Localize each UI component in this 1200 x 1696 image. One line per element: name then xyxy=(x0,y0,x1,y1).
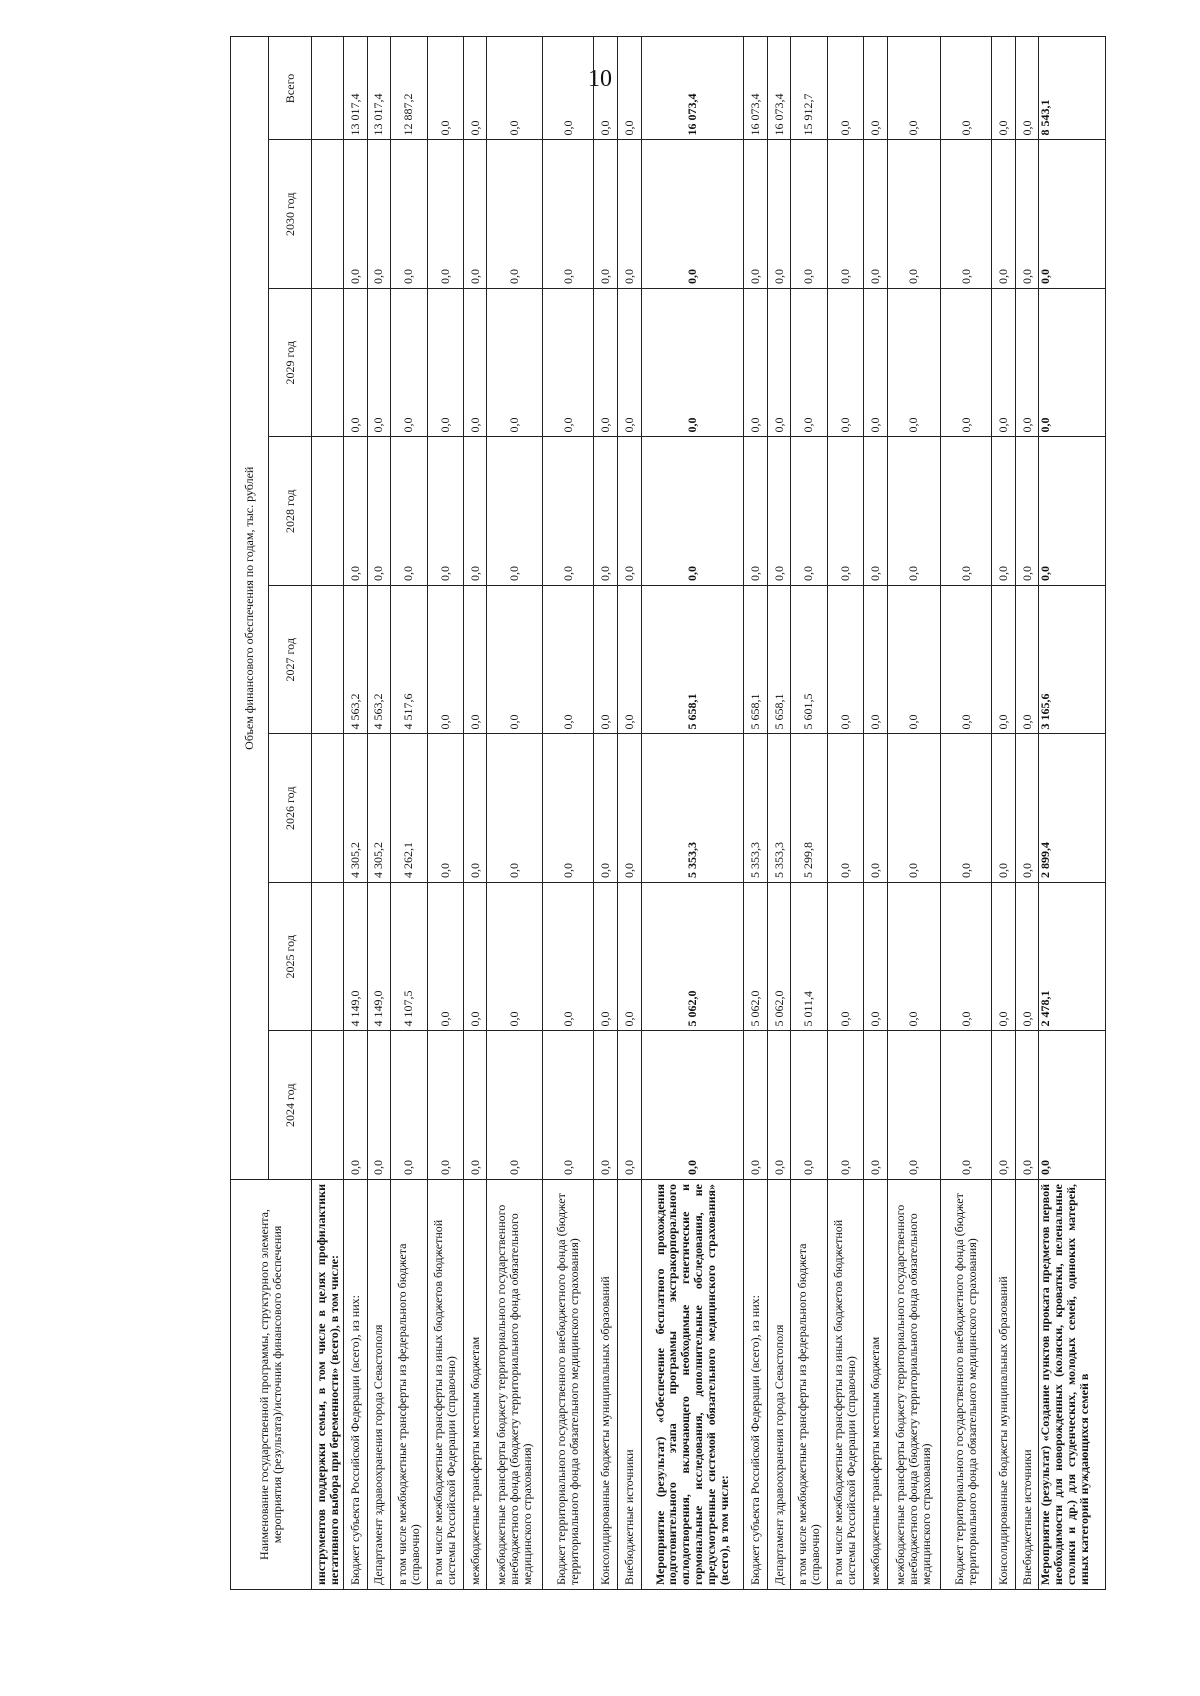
cell-2027: 0,0 xyxy=(1015,586,1039,735)
rotated-table-container xyxy=(230,73,1105,1590)
cell-2029: 0,0 xyxy=(641,289,744,438)
header-year-2027: 2027 год xyxy=(269,586,312,735)
row-name: межбюджетные трансферты местным бюджетам xyxy=(463,1180,487,1590)
cell-2028: 0,0 xyxy=(887,437,941,586)
cell-2026: 0,0 xyxy=(864,734,888,883)
row-name: Внебюджетные источники xyxy=(617,1180,641,1590)
cell-2025: 0,0 xyxy=(617,883,641,1032)
row-name: в том числе межбюджетные трансферты из федерального бюджета (справочно) xyxy=(791,1180,827,1590)
cell-2024: 0,0 xyxy=(367,1031,391,1180)
cell-2029: 0,0 xyxy=(744,289,768,438)
cell-2024: 0,0 xyxy=(641,1031,744,1180)
cell-2026: 4 305,2 xyxy=(367,734,391,883)
cell-2028: 0,0 xyxy=(427,437,463,586)
cell-2024: 0,0 xyxy=(791,1031,827,1180)
cell-2025: 5 062,0 xyxy=(767,883,791,1032)
row-name: Мероприятие (результат) «Обеспечение бесплатного прохождения подготовительного этапа программы экстракорпорального оплодотворения, включающего необходимые генетические и гормональные исследования, дополнительные обследования, не предусмотренные системой обязательного медицинского страхования» (всего), в том числе: xyxy=(641,1180,744,1590)
table-row xyxy=(344,37,368,1590)
cell-2026: 0,0 xyxy=(487,734,543,883)
cell-2025: 4 107,5 xyxy=(391,883,427,1032)
cell-2027: 0,0 xyxy=(887,586,941,735)
cell-total: 0,0 xyxy=(992,37,1016,140)
table-row xyxy=(941,37,992,1590)
cell-2029: 0,0 xyxy=(367,289,391,438)
table-row xyxy=(487,37,543,1590)
cell-2028: 0,0 xyxy=(864,437,888,586)
cell-2030: 0,0 xyxy=(791,140,827,289)
cell-2028: 0,0 xyxy=(941,437,992,586)
cell-2025: 2 478,1 xyxy=(1039,883,1106,1032)
row-name: инструментов поддержки семьи, в том числе в целях профилактики негативного выбора при беременности» (всего), в том числе: xyxy=(312,1180,344,1590)
header-volume-caption: Объем финансового обеспечения по годам, тыс. рублей xyxy=(231,37,269,1180)
cell-total: 0,0 xyxy=(543,37,594,140)
cell-2027: 5 658,1 xyxy=(744,586,768,735)
row-name: межбюджетные трансферты местным бюджетам xyxy=(864,1180,888,1590)
cell-2025: 0,0 xyxy=(463,883,487,1032)
cell-2030: 0,0 xyxy=(992,140,1016,289)
cell-2024: 0,0 xyxy=(941,1031,992,1180)
cell-2030: 0,0 xyxy=(463,140,487,289)
header-total: Всего xyxy=(269,37,312,140)
cell-2027: 0,0 xyxy=(543,586,594,735)
cell-2028: 0,0 xyxy=(791,437,827,586)
row-name: в том числе межбюджетные трансферты из федерального бюджета (справочно) xyxy=(391,1180,427,1590)
cell-2027: 0,0 xyxy=(941,586,992,735)
row-name: Консолидированные бюджеты муниципальных образований xyxy=(594,1180,618,1590)
cell-total: 0,0 xyxy=(864,37,888,140)
cell-2024: 0,0 xyxy=(887,1031,941,1180)
cell-2024: 0,0 xyxy=(1015,1031,1039,1180)
cell-total: 0,0 xyxy=(427,37,463,140)
row-name: Консолидированные бюджеты муниципальных образований xyxy=(992,1180,1016,1590)
cell-2024: 0,0 xyxy=(992,1031,1016,1180)
table-row xyxy=(827,37,863,1590)
table-row xyxy=(367,37,391,1590)
cell-2026: 4 262,1 xyxy=(391,734,427,883)
cell-2026: 0,0 xyxy=(543,734,594,883)
cell-total: 8 543,1 xyxy=(1039,37,1106,140)
cell-2030: 0,0 xyxy=(427,140,463,289)
cell-2024: 0,0 xyxy=(543,1031,594,1180)
cell-2028: 0,0 xyxy=(827,437,863,586)
cell-total: 12 887,2 xyxy=(391,37,427,140)
cell-2024: 0,0 xyxy=(594,1031,618,1180)
cell-2030: 0,0 xyxy=(767,140,791,289)
cell-2027: 5 658,1 xyxy=(767,586,791,735)
cell-2027 xyxy=(312,586,344,735)
cell-2025: 0,0 xyxy=(427,883,463,1032)
table-row xyxy=(543,37,594,1590)
cell-2024: 0,0 xyxy=(617,1031,641,1180)
cell-2028: 0,0 xyxy=(992,437,1016,586)
table-row xyxy=(887,37,941,1590)
cell-2024: 0,0 xyxy=(864,1031,888,1180)
cell-total: 0,0 xyxy=(617,37,641,140)
cell-2025: 5 011,4 xyxy=(791,883,827,1032)
cell-2028: 0,0 xyxy=(617,437,641,586)
cell-2029: 0,0 xyxy=(617,289,641,438)
cell-total: 15 912,7 xyxy=(791,37,827,140)
table-row xyxy=(1039,37,1106,1590)
cell-2024: 0,0 xyxy=(487,1031,543,1180)
header-year-2024: 2024 год xyxy=(269,1031,312,1180)
cell-2025: 0,0 xyxy=(864,883,888,1032)
cell-total: 16 073,4 xyxy=(641,37,744,140)
table-row xyxy=(1015,37,1039,1590)
table-row xyxy=(391,37,427,1590)
cell-2025: 5 062,0 xyxy=(641,883,744,1032)
table-row xyxy=(864,37,888,1590)
cell-2028: 0,0 xyxy=(391,437,427,586)
cell-2027: 0,0 xyxy=(617,586,641,735)
cell-2026: 0,0 xyxy=(1015,734,1039,883)
cell-2025: 0,0 xyxy=(543,883,594,1032)
cell-2029: 0,0 xyxy=(543,289,594,438)
table-row xyxy=(744,37,768,1590)
cell-total: 0,0 xyxy=(487,37,543,140)
table-row xyxy=(617,37,641,1590)
cell-2025: 0,0 xyxy=(941,883,992,1032)
cell-2029: 0,0 xyxy=(463,289,487,438)
cell-2030: 0,0 xyxy=(344,140,368,289)
cell-2027: 0,0 xyxy=(463,586,487,735)
cell-2025: 0,0 xyxy=(1015,883,1039,1032)
cell-2024: 0,0 xyxy=(344,1031,368,1180)
cell-2027: 0,0 xyxy=(992,586,1016,735)
header-year-2029: 2029 год xyxy=(269,289,312,438)
cell-2025: 5 062,0 xyxy=(744,883,768,1032)
cell-2027: 5 601,5 xyxy=(791,586,827,735)
row-name: Бюджет субъекта Российской Федерации (всего), из них: xyxy=(344,1180,368,1590)
cell-2030: 0,0 xyxy=(1015,140,1039,289)
row-name: межбюджетные трансферты бюджету территориального государственного внебюджетного фонда (бюджету территориального фонда обязательного медицинского страхования) xyxy=(887,1180,941,1590)
cell-2024 xyxy=(312,1031,344,1180)
cell-2026: 0,0 xyxy=(992,734,1016,883)
cell-total: 0,0 xyxy=(463,37,487,140)
cell-2025: 4 149,0 xyxy=(344,883,368,1032)
cell-2027: 4 563,2 xyxy=(344,586,368,735)
cell-2025: 0,0 xyxy=(827,883,863,1032)
cell-total: 0,0 xyxy=(887,37,941,140)
cell-2026: 5 353,3 xyxy=(641,734,744,883)
cell-2029: 0,0 xyxy=(487,289,543,438)
cell-total xyxy=(312,37,344,140)
cell-2029 xyxy=(312,289,344,438)
cell-2026: 2 899,4 xyxy=(1039,734,1106,883)
cell-2029: 0,0 xyxy=(767,289,791,438)
cell-2028: 0,0 xyxy=(1039,437,1106,586)
cell-2026: 5 353,3 xyxy=(744,734,768,883)
cell-2027: 0,0 xyxy=(594,586,618,735)
table-row xyxy=(312,37,344,1590)
row-name: Департамент здравоохранения города Севастополя xyxy=(767,1180,791,1590)
cell-2030: 0,0 xyxy=(594,140,618,289)
cell-total: 0,0 xyxy=(594,37,618,140)
row-name: Внебюджетные источники xyxy=(1015,1180,1039,1590)
cell-2028: 0,0 xyxy=(487,437,543,586)
row-name: Бюджет субъекта Российской Федерации (всего), из них: xyxy=(744,1180,768,1590)
cell-2026: 5 353,3 xyxy=(767,734,791,883)
cell-2027: 5 658,1 xyxy=(641,586,744,735)
cell-2029: 0,0 xyxy=(1015,289,1039,438)
cell-2025 xyxy=(312,883,344,1032)
cell-2028: 0,0 xyxy=(367,437,391,586)
cell-2029: 0,0 xyxy=(427,289,463,438)
table-row xyxy=(641,37,744,1590)
cell-2030: 0,0 xyxy=(617,140,641,289)
cell-2028: 0,0 xyxy=(767,437,791,586)
cell-2026: 0,0 xyxy=(463,734,487,883)
cell-2024: 0,0 xyxy=(391,1031,427,1180)
cell-2030 xyxy=(312,140,344,289)
cell-2029: 0,0 xyxy=(594,289,618,438)
cell-total: 0,0 xyxy=(941,37,992,140)
cell-2026: 0,0 xyxy=(827,734,863,883)
cell-2028: 0,0 xyxy=(744,437,768,586)
header-year-2030: 2030 год xyxy=(269,140,312,289)
cell-total: 13 017,4 xyxy=(367,37,391,140)
cell-total: 16 073,4 xyxy=(767,37,791,140)
cell-2030: 0,0 xyxy=(887,140,941,289)
table-row xyxy=(791,37,827,1590)
cell-2027: 3 165,6 xyxy=(1039,586,1106,735)
cell-2027: 0,0 xyxy=(864,586,888,735)
cell-2030: 0,0 xyxy=(1039,140,1106,289)
cell-2024: 0,0 xyxy=(427,1031,463,1180)
header-name-column: Наименование государственной программы, структурного элемента, мероприятия (результата)/источник финансового обеспечения xyxy=(231,1180,312,1590)
cell-2025: 0,0 xyxy=(887,883,941,1032)
cell-2028: 0,0 xyxy=(344,437,368,586)
cell-2026: 0,0 xyxy=(427,734,463,883)
cell-2030: 0,0 xyxy=(487,140,543,289)
header-year-2026: 2026 год xyxy=(269,734,312,883)
cell-2026: 0,0 xyxy=(941,734,992,883)
cell-2029: 0,0 xyxy=(391,289,427,438)
cell-2026: 5 299,8 xyxy=(791,734,827,883)
cell-2025: 4 149,0 xyxy=(367,883,391,1032)
cell-2027: 4 517,6 xyxy=(391,586,427,735)
table-row xyxy=(767,37,791,1590)
cell-total: 16 073,4 xyxy=(744,37,768,140)
cell-2030: 0,0 xyxy=(827,140,863,289)
cell-2024: 0,0 xyxy=(827,1031,863,1180)
cell-2027: 0,0 xyxy=(827,586,863,735)
row-name: в том числе межбюджетные трансферты из иных бюджетов бюджетной системы Российской Федерации (справочно) xyxy=(827,1180,863,1590)
cell-2026 xyxy=(312,734,344,883)
cell-2029: 0,0 xyxy=(887,289,941,438)
cell-2024: 0,0 xyxy=(744,1031,768,1180)
table-row xyxy=(463,37,487,1590)
row-name: Департамент здравоохранения города Севастополя xyxy=(367,1180,391,1590)
cell-2030: 0,0 xyxy=(641,140,744,289)
cell-2030: 0,0 xyxy=(941,140,992,289)
header-year-2028: 2028 год xyxy=(269,437,312,586)
cell-2028 xyxy=(312,437,344,586)
cell-2030: 0,0 xyxy=(543,140,594,289)
cell-2030: 0,0 xyxy=(864,140,888,289)
cell-2029: 0,0 xyxy=(827,289,863,438)
cell-2025: 0,0 xyxy=(594,883,618,1032)
row-name: межбюджетные трансферты бюджету территориального государственного внебюджетного фонда (бюджету территориального фонда обязательного медицинского страхования) xyxy=(487,1180,543,1590)
cell-2029: 0,0 xyxy=(791,289,827,438)
table-row xyxy=(427,37,463,1590)
row-name: Бюджет территориального государственного внебюджетного фонда (бюджет территориального фонда обязательного медицинского страхования) xyxy=(543,1180,594,1590)
cell-2028: 0,0 xyxy=(463,437,487,586)
cell-2025: 0,0 xyxy=(992,883,1016,1032)
cell-2030: 0,0 xyxy=(744,140,768,289)
row-name: Бюджет территориального государственного внебюджетного фонда (бюджет территориального фонда обязательного медицинского страхования) xyxy=(941,1180,992,1590)
cell-2026: 0,0 xyxy=(594,734,618,883)
table-row xyxy=(992,37,1016,1590)
cell-2026: 0,0 xyxy=(617,734,641,883)
cell-2027: 4 563,2 xyxy=(367,586,391,735)
cell-total: 13 017,4 xyxy=(344,37,368,140)
cell-total: 0,0 xyxy=(827,37,863,140)
cell-total: 0,0 xyxy=(1015,37,1039,140)
cell-2028: 0,0 xyxy=(1015,437,1039,586)
cell-2024: 0,0 xyxy=(463,1031,487,1180)
cell-2026: 0,0 xyxy=(887,734,941,883)
table-row xyxy=(594,37,618,1590)
cell-2029: 0,0 xyxy=(941,289,992,438)
cell-2024: 0,0 xyxy=(1039,1031,1106,1180)
cell-2029: 0,0 xyxy=(1039,289,1106,438)
cell-2025: 0,0 xyxy=(487,883,543,1032)
cell-2028: 0,0 xyxy=(594,437,618,586)
cell-2029: 0,0 xyxy=(864,289,888,438)
cell-2029: 0,0 xyxy=(344,289,368,438)
cell-2027: 0,0 xyxy=(427,586,463,735)
cell-2027: 0,0 xyxy=(487,586,543,735)
cell-2024: 0,0 xyxy=(767,1031,791,1180)
cell-2028: 0,0 xyxy=(641,437,744,586)
header-year-2025: 2025 год xyxy=(269,883,312,1032)
cell-2029: 0,0 xyxy=(992,289,1016,438)
row-name: в том числе межбюджетные трансферты из иных бюджетов бюджетной системы Российской Федерации (справочно) xyxy=(427,1180,463,1590)
page-number: 10 xyxy=(588,66,612,92)
cell-2030: 0,0 xyxy=(367,140,391,289)
financing-table xyxy=(230,36,1106,1590)
cell-2028: 0,0 xyxy=(543,437,594,586)
cell-2030: 0,0 xyxy=(391,140,427,289)
row-name: Мероприятие (результат) «Создание пунктов проката предметов первой необходимости для новорожденных (коляски, кроватки, пеленальные столики и др.) для студенческих, молодых семей, одиноких матерей, иных категорий нуждающихся семей в xyxy=(1039,1180,1106,1590)
cell-2026: 4 305,2 xyxy=(344,734,368,883)
